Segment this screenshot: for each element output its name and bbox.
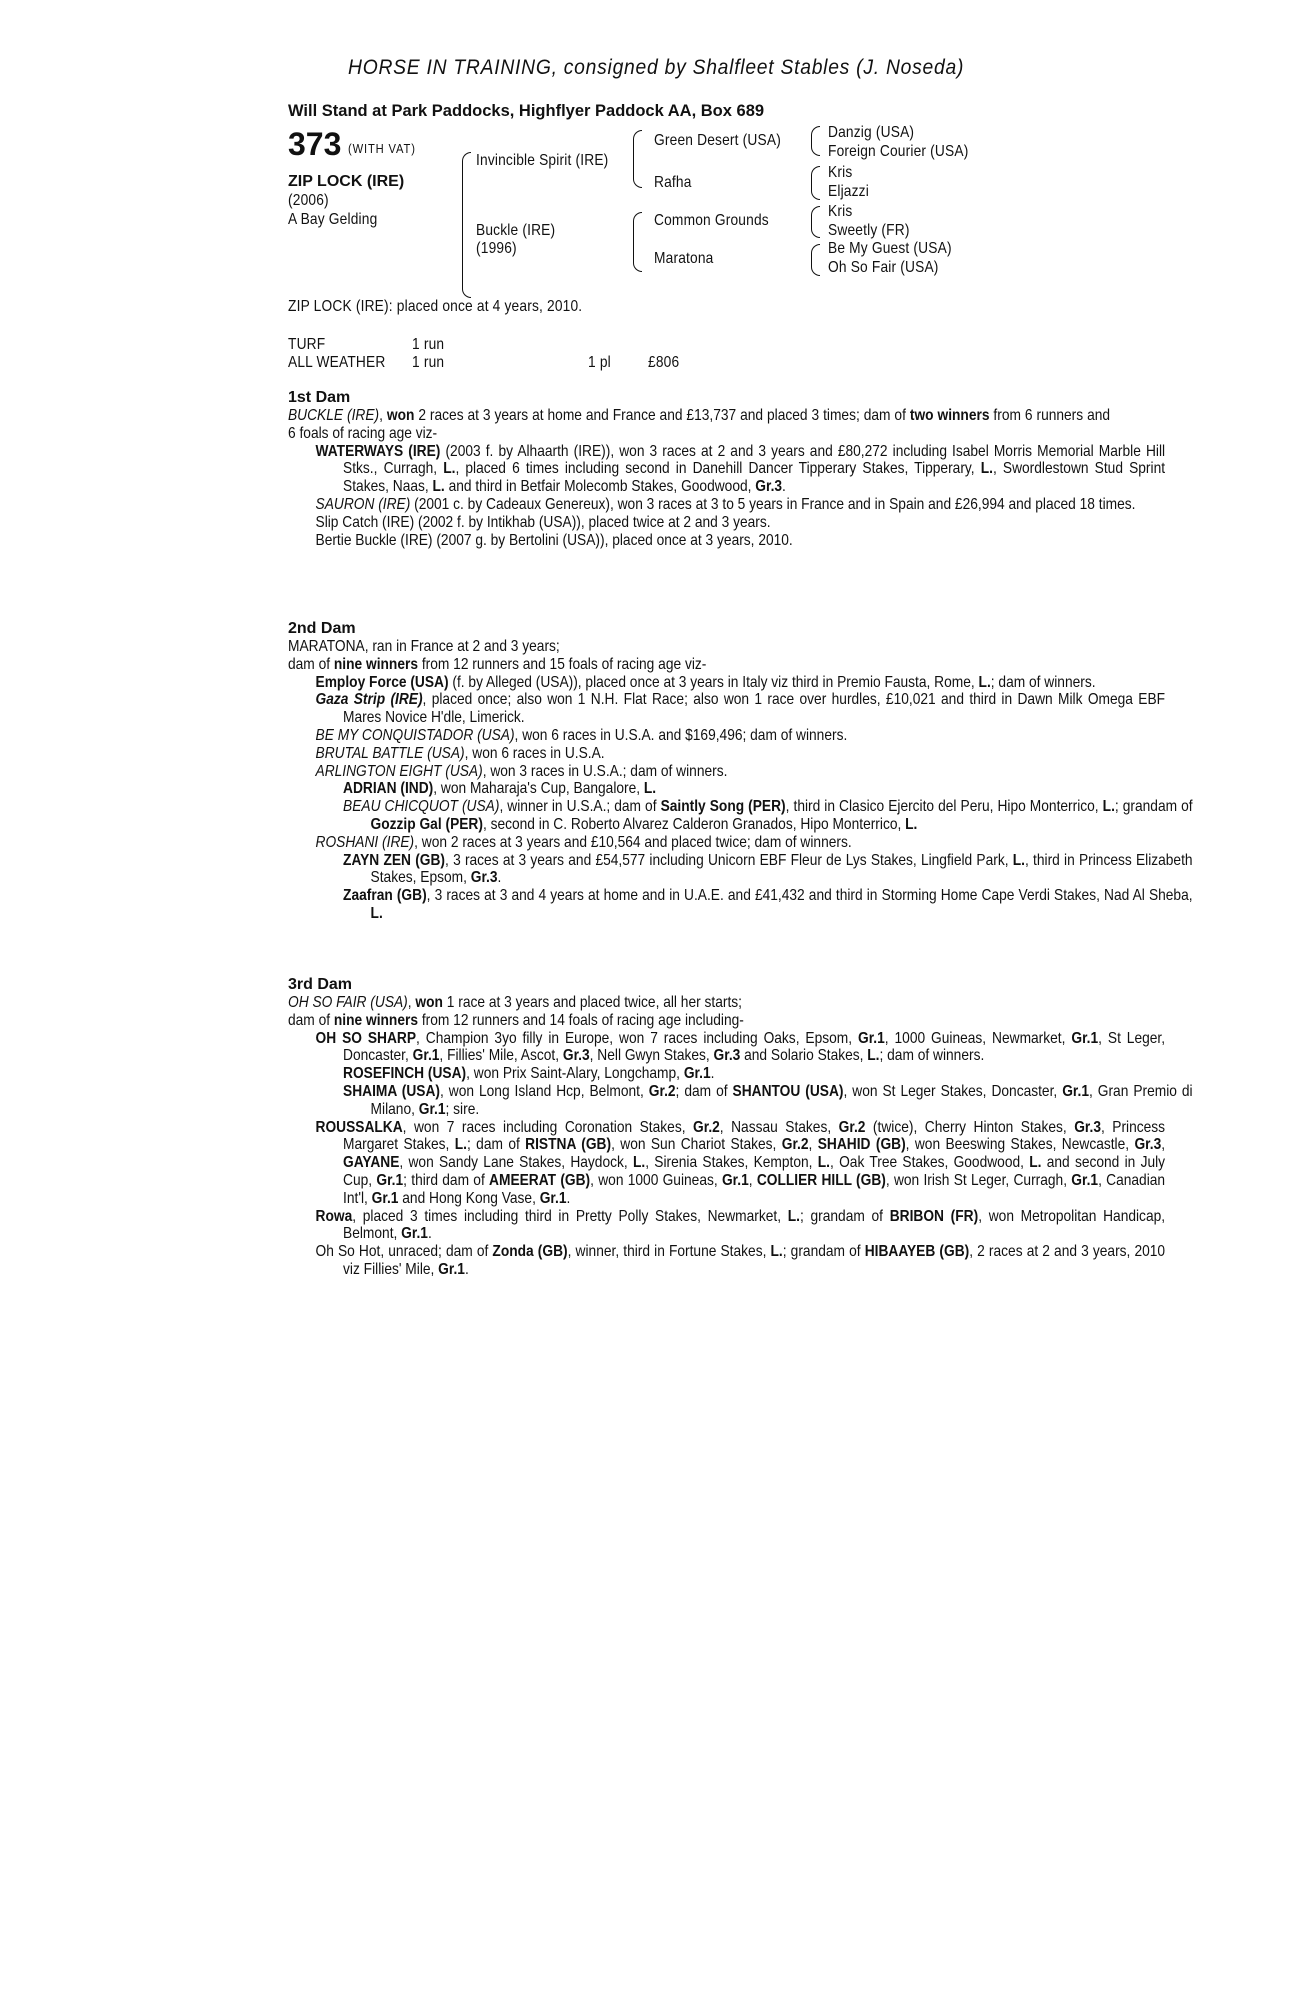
dam2-grand-produce: ZAYN ZEN (GB), 3 races at 3 years and £54,577 including Unicorn EBF Fleur de Lys Stakes, Lingfield Park, L., third in Princess Elizabeth Stakes, Epsom, Gr.3.	[343, 851, 1193, 887]
dam3-produce: ROUSSALKA, won 7 races including Coronation Stakes, Gr.2, Nassau Stakes, Gr.2 (twice), Cherry Hinton Stakes, Gr.3, Princess Margaret Stakes, L.; dam of RISTNA (GB), won Sun Chariot Stakes, Gr.2, SHAHID (GB), won Beeswing Stakes, Newcastle, Gr.3, GAYANE, won Sandy Lane Stakes, Haydock, L., Sirenia Stakes, Kempton, L., Oak Tree Stakes, Goodwood, L. and second in July Cup, Gr.1; third dam of AMEERAT (GB), won 1000 Guineas, Gr.1, COLLIER HILL (GB), won Irish St Leger, Curragh, Gr.1, Canadian Int'l, Gr.1 and Hong Kong Vase, Gr.1.	[315, 1118, 1166, 1207]
pedigree-g2: Foreign Courier (USA)	[828, 143, 969, 160]
pedigree-brace	[811, 166, 820, 200]
pedigree-sire: Invincible Spirit (IRE)	[476, 152, 609, 169]
pedigree-g7: Be My Guest (USA)	[828, 240, 952, 257]
dam3-block	[288, 994, 1193, 1279]
dam1-produce: SAURON (IRE) (2001 c. by Cadeaux Genereux), won 3 races at 3 to 5 years in France and in Spain and £26,994 and placed 18 times.	[315, 495, 1136, 513]
pedigree-g4: Eljazzi	[828, 183, 869, 200]
dam3-produce: Oh So Hot, unraced; dam of Zonda (GB), winner, third in Fortune Stakes, L.; grandam of HIBAAYEB (GB), 2 races at 2 and 3 years, 2010 viz Fillies' Mile, Gr.1.	[315, 1243, 1166, 1278]
dam1-block	[288, 407, 1166, 549]
dam3-para: dam of nine winners from 12 runners and 14 foals of racing age including-	[288, 1011, 744, 1029]
dam1-produce: Slip Catch (IRE) (2002 f. by Intikhab (USA)), placed twice at 2 and 3 years.	[315, 513, 771, 531]
vat-note: (WITH VAT)	[348, 141, 416, 156]
turf-label: TURF	[288, 336, 326, 353]
stand-location: Will Stand at Park Paddocks, Highflyer Paddock AA, Box 689	[288, 102, 765, 120]
pedigree-g5: Kris	[828, 203, 853, 220]
dam3-produce: Rowa, placed 3 times including third in Pretty Polly Stakes, Newmarket, L.; grandam of BRIBON (FR), won Metropolitan Handicap, Belmont, Gr.1.	[315, 1207, 1166, 1243]
pedigree-sire-sire: Green Desert (USA)	[654, 132, 781, 149]
dam3-para: OH SO FAIR (USA), won 1 race at 3 years and placed twice, all her starts;	[288, 994, 742, 1011]
dam2-block	[288, 638, 1193, 923]
pedigree-dam-sire: Common Grounds	[654, 212, 769, 229]
dam2-para: MARATONA, ran in France at 2 and 3 years;	[288, 638, 560, 655]
aw-earnings: £806	[648, 354, 680, 371]
dam2-grand-produce: Zaafran (GB), 3 races at 3 and 4 years at home and in U.A.E. and £41,432 and third in Storming Home Cape Verdi Stakes, Nad Al Sheba, L.	[343, 887, 1193, 922]
aw-placings: 1 pl	[588, 354, 611, 371]
pedigree-sire-dam: Rafha	[654, 174, 692, 191]
pedigree-brace	[633, 130, 642, 188]
pedigree-dam-dam: Maratona	[654, 250, 714, 267]
dam2-produce: BE MY CONQUISTADOR (USA), won 6 races in U.S.A. and $169,496; dam of winners.	[315, 726, 848, 744]
section-heading-dam1: 1st Dam	[288, 389, 351, 406]
dam2-produce: ROSHANI (IRE), won 2 races at 3 years and £10,564 and placed twice; dam of winners.	[315, 833, 852, 851]
pedigree-g3: Kris	[828, 164, 853, 181]
dam2-grand-produce: ADRIAN (IND), won Maharaja's Cup, Bangalore, L.	[343, 780, 657, 798]
section-heading-dam3: 3rd Dam	[288, 976, 353, 993]
page-title: HORSE IN TRAINING, consigned by Shalfleet Stables (J. Noseda)	[348, 56, 965, 79]
dam2-grand-produce: BEAU CHICQUOT (USA), winner in U.S.A.; dam of Saintly Song (PER), third in Clasico Ejercito del Peru, Hipo Monterrico, L.; grandam of Gozzip Gal (PER), second in C. Roberto Alvarez Calderon Granados, Hipo Monterrico, L.	[343, 798, 1193, 833]
turf-runs: 1 run	[412, 336, 445, 353]
dam2-produce: BRUTAL BATTLE (USA), won 6 races in U.S.A.	[315, 744, 605, 762]
dam1-produce: Bertie Buckle (IRE) (2007 g. by Bertolini (USA)), placed once at 3 years, 2010.	[315, 531, 793, 549]
pedigree-g1: Danzig (USA)	[828, 124, 915, 141]
pedigree-brace	[811, 206, 820, 238]
pedigree-g8: Oh So Fair (USA)	[828, 259, 939, 276]
dam2-produce: ARLINGTON EIGHT (USA), won 3 races in U.S.A.; dam of winners.	[315, 762, 728, 780]
dam3-grand-produce: SHAIMA (USA), won Long Island Hcp, Belmont, Gr.2; dam of SHANTOU (USA), won St Leger Stakes, Doncaster, Gr.1, Gran Premio di Milano, Gr.1; sire.	[343, 1082, 1193, 1118]
section-heading-dam2: 2nd Dam	[288, 620, 356, 637]
pedigree-brace	[462, 152, 471, 298]
pedigree-brace	[811, 126, 820, 156]
lot-number: 373	[288, 126, 342, 162]
pedigree-dam: Buckle (IRE)	[476, 222, 556, 239]
horse-year: (2006)	[288, 192, 329, 209]
dam2-produce: Gaza Strip (IRE), placed once; also won 1 N.H. Flat Race; also won 1 race over hurdles, £10,021 and third in Dawn Milk Omega EBF Mares Novice H'dle, Limerick.	[315, 691, 1166, 727]
dam2-produce: Employ Force (USA) (f. by Alleged (USA)), placed once at 3 years in Italy viz third in Premio Fausta, Rome, L.; dam of winners.	[315, 673, 1096, 691]
horse-name: ZIP LOCK (IRE)	[288, 173, 405, 190]
dam1-para: BUCKLE (IRE), won 2 races at 3 years at home and France and £13,737 and placed 3 times; dam of two winners from 6 runners and 6 foals of racing age viz-	[288, 407, 1111, 442]
dam3-produce: OH SO SHARP, Champion 3yo filly in Europe, won 7 races including Oaks, Epsom, Gr.1, 1000 Guineas, Newmarket, Gr.1, St Leger, Doncaster, Gr.1, Fillies' Mile, Ascot, Gr.3, Nell Gwyn Stakes, Gr.3 and Solario Stakes, L.; dam of winners.	[315, 1029, 1166, 1065]
dam2-para: dam of nine winners from 12 runners and 15 foals of racing age viz-	[288, 655, 707, 673]
race-summary: ZIP LOCK (IRE): placed once at 4 years, 2010.	[288, 298, 583, 315]
dam1-produce: WATERWAYS (IRE) (2003 f. by Alhaarth (IRE)), won 3 races at 2 and 3 years and £80,272 including Isabel Morris Memorial Marble Hill Stks., Curragh, L., placed 6 times including second in Danehill Dancer Tipperary Stakes, Tipperary, L., Swordlestown Stud Sprint Stakes, Naas, L. and third in Betfair Molecomb Stakes, Goodwood, Gr.3.	[315, 442, 1166, 496]
horse-description: A Bay Gelding	[288, 211, 378, 228]
pedigree-g6: Sweetly (FR)	[828, 222, 910, 239]
aw-runs: 1 run	[412, 354, 445, 371]
pedigree-dam-year: (1996)	[476, 240, 517, 257]
dam3-grand-produce: ROSEFINCH (USA), won Prix Saint-Alary, Longchamp, Gr.1.	[343, 1065, 715, 1083]
aw-label: ALL WEATHER	[288, 354, 386, 371]
pedigree-brace	[811, 244, 820, 276]
pedigree-brace	[633, 212, 642, 272]
